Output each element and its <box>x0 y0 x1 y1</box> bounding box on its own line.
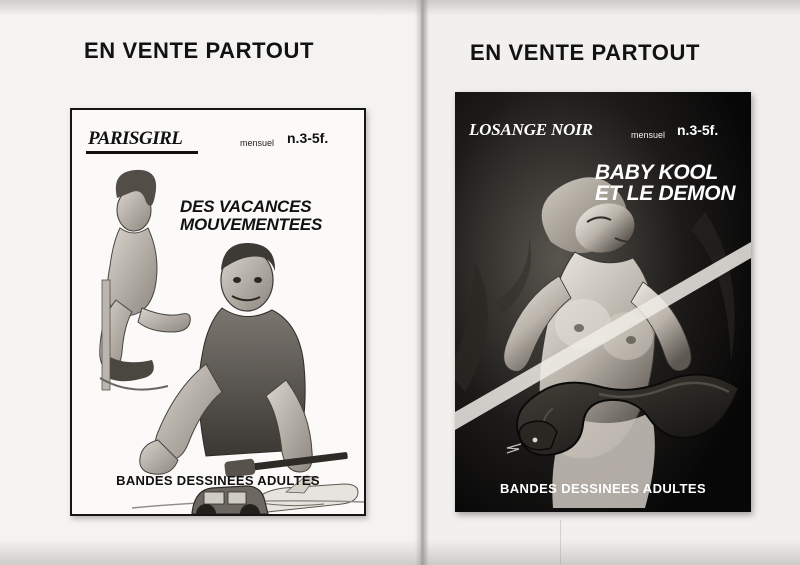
page-crease <box>560 520 561 564</box>
right-cover-frequency: mensuel <box>631 130 666 140</box>
right-cover-title: BABY KOOL ET LE DEMON <box>595 161 736 205</box>
left-page-heading: EN VENTE PARTOUT <box>84 38 315 63</box>
right-page-heading: EN VENTE PARTOUT <box>470 40 701 65</box>
left-cover-title: DES VACANCES MOUVEMENTEES <box>180 197 323 234</box>
left-cover-frequency: mensuel <box>240 138 275 148</box>
left-cover-footer: BANDES DESSINEES ADULTES <box>116 473 320 488</box>
left-cover-issue-price: n.3-5f. <box>287 130 329 146</box>
right-cover-issue-price: n.3-5f. <box>677 122 719 138</box>
right-cover-footer: BANDES DESSINEES ADULTES <box>499 481 707 496</box>
right-cover-artwork <box>455 92 751 512</box>
left-comic-cover <box>70 108 366 516</box>
book-gutter <box>415 0 429 565</box>
right-cover-publisher-logo: LOSANGE NOIR <box>469 120 593 139</box>
bottom-scan-shadow <box>0 539 800 565</box>
left-cover-artwork <box>72 110 364 514</box>
top-scan-shadow <box>0 0 800 16</box>
left-cover-publisher-logo: PARISGIRL <box>88 128 183 149</box>
left-cover-logo-rule <box>86 151 198 154</box>
right-comic-cover <box>455 92 751 512</box>
